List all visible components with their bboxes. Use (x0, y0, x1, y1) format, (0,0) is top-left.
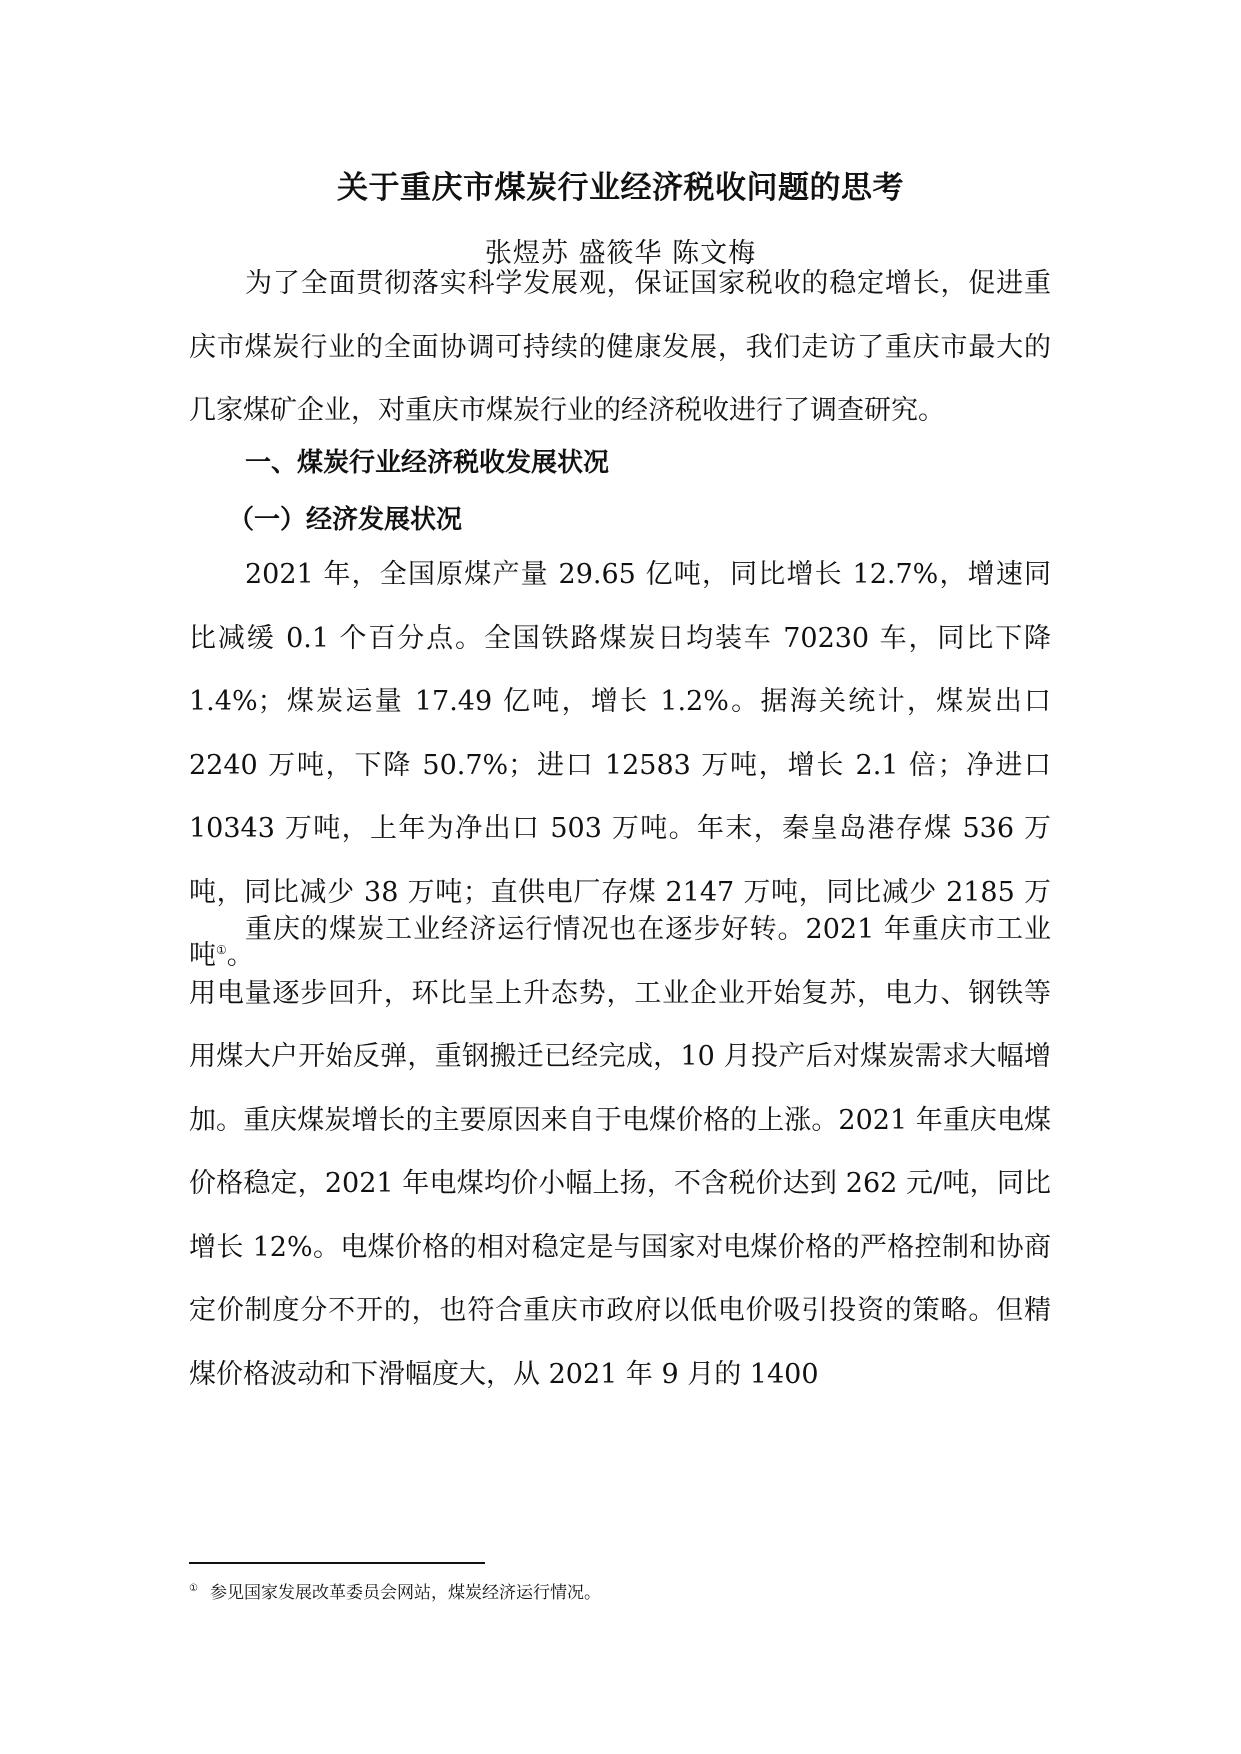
paragraph-2: 重庆的煤炭工业经济运行情况也在逐步好转。2021 年重庆市工业用电量逐步回升，环比呈上升态势，工业企业开始复苏，电力、钢铁等用煤大户开始反弹，重钢搬迁已经完成，10 月投产后对煤炭需求大幅增加。重庆煤炭增长的主要原因来自于电煤价格的上涨。2021 年重庆电煤价格稳定，2021 年电煤均价小幅上扬，不含税价达到 262 元/吨，同比增长 12%。电煤价格的相对稳定是与国家对电煤价格的严格控制和协商定价制度分不开的，也符合重庆市政府以低电价吸引投资的策略。但精煤价格波动和下滑幅度大，从 2021 年 9 月的 1400 (189, 914, 1051, 1390)
footnote-text: 参见国家发展改革委员会网站，煤炭经济运行情况。 (209, 1583, 601, 1603)
section-heading: 一、煤炭行业经济税收发展状况 (245, 448, 610, 478)
footnote-reference[interactable]: ① (216, 943, 227, 957)
document-title: 关于重庆市煤炭行业经济税收问题的思考 (337, 170, 904, 206)
document-authors: 张煜苏 盛筱华 陈文梅 (484, 238, 757, 269)
paragraph-block-2 (189, 898, 1051, 1406)
footnote-divider (189, 1562, 485, 1564)
intro-paragraph-block (189, 252, 1051, 443)
paragraph-1-text: 2021 年，全国原煤产量 29.65 亿吨，同比增长 12.7%，增速同比减缓 0.1 个百分点。全国铁路煤炭日均装车 70230 车，同比下降 1.4%；煤炭运量 17.49 亿吨，增长 1.2%。据海关统计，煤炭出口 2240 万吨，下降 50.7%；进口 12583 万吨，增长 2.1 倍；净进口 10343 万吨，上年为净出口 503 万吨。年末，秦皇岛港存煤 536 万吨，同比减少 38 万吨；直供电厂存煤 2147 万吨，同比减少 2185 万吨 (189, 559, 1051, 971)
subsection-heading: （一）经济发展状况 (228, 505, 463, 535)
footnote (189, 1578, 601, 1603)
paragraph-1-end: 。 (226, 940, 254, 971)
intro-paragraph: 为了全面贯彻落实科学发展观，保证国家税收的稳定增长，促进重庆市煤炭行业的全面协调可持续的健康发展，我们走访了重庆市最大的几家煤矿企业，对重庆市煤炭行业的经济税收进行了调查研究。 (189, 268, 1051, 426)
footnote-mark: ① (189, 1583, 198, 1595)
